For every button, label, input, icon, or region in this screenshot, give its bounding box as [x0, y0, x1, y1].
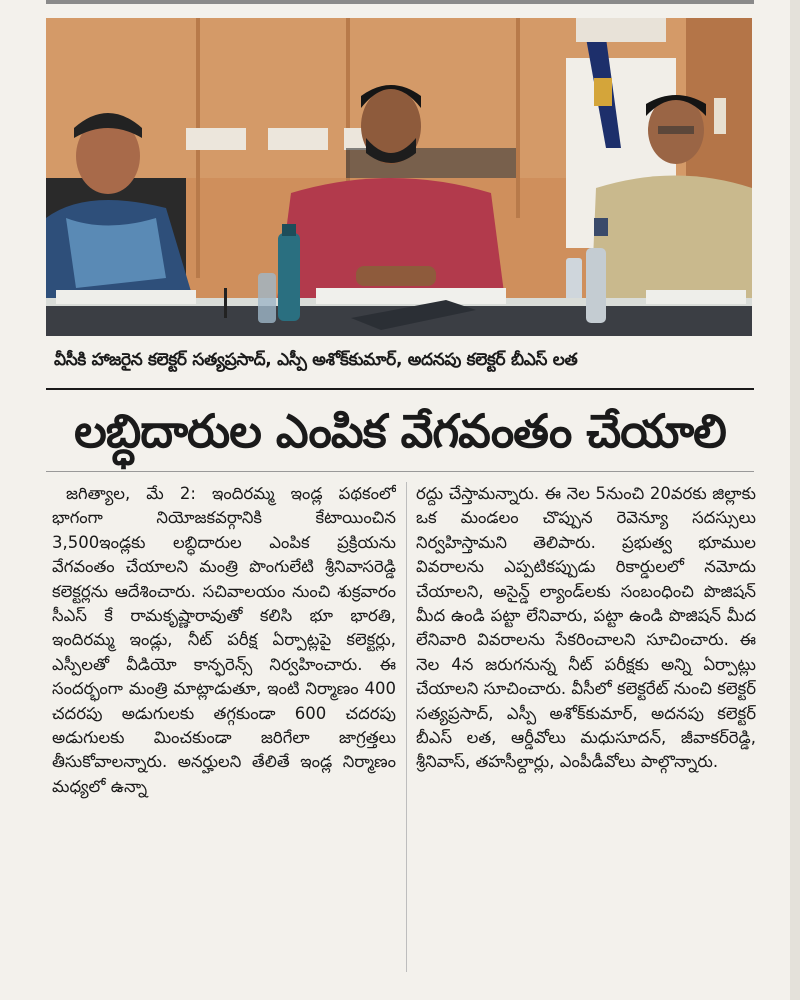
article-paragraph: జగిత్యాల, మే 2: ఇందిరమ్మ ఇండ్ల పథకంలో భాగంగా నియోజకవర్గానికి కేటాయించిన 3,500ఇండ్లకు లబ్ధిదారుల ఎంపిక ప్రక్రియను వేగవంతం చేయాలని మంత్రి పొంగులేటి శ్రీనివాసరెడ్డి కలెక్టర్లను ఆదేశించారు. సచివాలయం నుంచి శుక్రవారం సీఎస్ కే రామకృష్ణారావుతో కలిసి భూ భారతి, ఇందిరమ్మ ఇండ్లు, నీట్ పరీక్ష ఏర్పాట్లపై కలెక్టర్లు, ఎస్పీలతో వీడియో కాన్ఫరెన్స్ నిర్వహించారు. ఈ సందర్భంగా మంత్రి మాట్లాడుతూ, ఇంటి నిర్మాణం 400 చదరపు అడుగులకు తగ్గకుండా 600 చదరపు అడుగులకు మించకుండా జరిగేలా జాగ్రత్తలు తీసుకోవాలన్నారు. అనర్హులని తేలితే ఇండ్ల నిర్మాణం మధ్యలో ఉన్నా — [52, 484, 396, 796]
headline: లబ్ధిదారుల ఎంపిక వేగవంతం చేయాలి — [74, 404, 726, 458]
article-paragraph: రద్దు చేస్తామన్నారు. ఈ నెల 5నుంచి 20వరకు జిల్లాకు ఒక మండలం చొప్పున రెవెన్యూ సదస్సులు నిర్వహిస్తామని తెలిపారు. ప్రభుత్వ భూముల వివరాలను ఎప్పటికప్పుడు రికార్డులలో నమోదు చేయాలని, అసైన్డ్ ల్యాండ్‌లకు సంబంధించి పొజిషన్ మీద ఉండి పట్టా లేనివారు, పట్టా ఉండి పొజిషన్ మీద లేనివారి వివరాలను సేకరించాలని సూచించారు. ఈ నెల 4న జరుగనున్న నీట్ పరీక్షకు అన్ని ఏర్పాట్లు చేయాలని సూచించారు. వీసీలో కలెక్టరేట్ నుంచి కలెక్టర్ సత్యప్రసాద్, ఎస్పీ అశోక్‌కుమార్, అదనపు కలెక్టర్ బీఎస్ లత, ఆర్డీవోలు మధుసూదన్, జీవాకర్‌రెడ్డి, శ్రీనివాస్, తహసీల్దార్లు, ఎంపీడీవోలు పాల్గొన్నారు. — [416, 484, 756, 772]
article-right-column — [416, 482, 756, 982]
page-edge — [790, 0, 800, 1000]
photo-caption: వీసీకి హాజరైన కలెక్టర్ సత్యప్రసాద్, ఎస్పీ అశోక్‌కుమార్, అదనపు కలెక్టర్ బీఎస్ లత — [54, 350, 578, 370]
top-border-strip — [46, 0, 754, 4]
column-divider — [406, 482, 407, 972]
news-photo — [46, 18, 752, 336]
headline-top-rule — [46, 388, 754, 390]
headline-bottom-rule — [46, 471, 754, 472]
article-left-column — [52, 482, 396, 982]
